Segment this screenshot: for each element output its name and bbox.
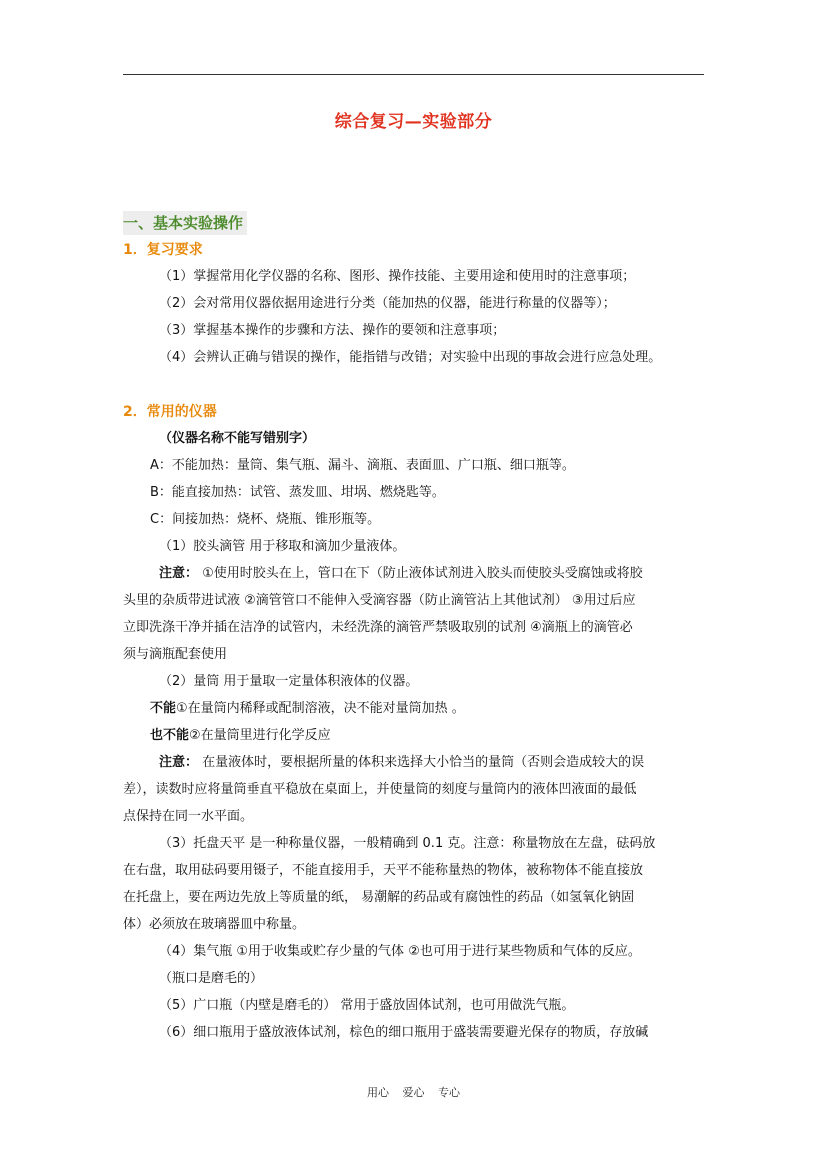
- note-text: ①使用时胶头在上，管口在下（防止液体试剂进入胶头而使胶头受腐蚀或将胶: [198, 566, 643, 581]
- cylinder-prohibition: [150, 726, 331, 746]
- balance-line: （3）托盘天平 是一种称量仪器，一般精确到 0.1 克。注意：称量物放在左盘，砝码放: [159, 836, 656, 851]
- note-text: 在量液体时，要根据所量的体积来选择大小恰当的量筒（否则会造成较大的误: [198, 755, 645, 770]
- cylinder-note-line: 差），读数时应将量筒垂直平稳放在桌面上，并使量筒的刻度与量筒内的液体凹液面的最低: [123, 782, 637, 797]
- note-label: 注意：: [159, 755, 199, 770]
- prohibition-label: 也不能: [150, 728, 190, 743]
- note-label: 注意：: [159, 566, 199, 581]
- requirement-item: （2）会对常用仪器依据用途进行分类（能加热的仪器，能进行称量的仪器等）；: [159, 296, 616, 311]
- prohibition-text: ②在量筒里进行化学反应: [189, 728, 331, 743]
- dropper-note-line: 须与滴瓶配套使用: [123, 647, 228, 662]
- dropper-note-line: 头里的杂质带进试液 ②滴管管口不能伸入受滴容器（防止滴管沾上其他试剂） ③用过后应: [123, 593, 636, 608]
- balance-line: 在托盘上，要在两边先放上等质量的纸， 易潮解的药品或有腐蚀性的药品（如氢氧化钠固: [123, 890, 635, 905]
- balance-line: 体）必须放在玻璃器皿中称量。: [123, 917, 306, 932]
- cylinder-note-line: [159, 753, 644, 773]
- dropper-note-line: 立即洗涤干净并插在洁净的试管内，未经洗涤的滴管严禁吸取别的试剂 ④滴瓶上的滴管必: [123, 620, 633, 635]
- instrument-note: （仪器名称不能写错别字）: [159, 431, 316, 446]
- instrument-item-narrow-mouth-bottle: （6）细口瓶用于盛放液体试剂，棕色的细口瓶用于盛装需要避光保存的物质，存放碱: [159, 1025, 649, 1040]
- instrument-item-wide-mouth-bottle: （5）广口瓶（内壁是磨毛的） 常用于盛放固体试剂，也可用做洗气瓶。: [159, 998, 575, 1013]
- page-footer: 用心 爱心 专心: [367, 1086, 460, 1099]
- subsection-heading-requirements: 1．复习要求: [123, 242, 203, 258]
- category-a: A：不能加热：量筒、集气瓶、漏斗、滴瓶、表面皿、广口瓶、细口瓶等。: [150, 458, 575, 473]
- header-rule: [123, 74, 704, 75]
- dropper-note-line: [159, 564, 643, 584]
- cylinder-note-line: 点保持在同一水平面。: [123, 809, 254, 824]
- subsection-heading-instruments: 2．常用的仪器: [123, 404, 217, 420]
- document-title: 综合复习—实验部分: [334, 112, 493, 132]
- cylinder-prohibition: [150, 699, 465, 719]
- section-heading: 一、基本实验操作: [123, 211, 247, 235]
- requirement-item: （4）会辨认正确与错误的操作，能指错与改错；对实验中出现的事故会进行应急处理。: [159, 350, 662, 365]
- requirement-item: （3）掌握基本操作的步骤和方法、操作的要领和注意事项；: [159, 323, 506, 338]
- requirement-item: （1）掌握常用化学仪器的名称、图形、操作技能、主要用途和使用时的注意事项；: [159, 269, 636, 284]
- prohibition-label: 不能: [150, 701, 177, 716]
- instrument-item-dropper: （1）胶头滴管 用于移取和滴加少量液体。: [159, 539, 406, 554]
- instrument-item-cylinder: （2）量筒 用于量取一定量体积液体的仪器。: [159, 674, 419, 689]
- category-b: B：能直接加热：试管、蒸发皿、坩埚、燃烧匙等。: [150, 485, 445, 500]
- gas-bottle-note: （瓶口是磨毛的）: [159, 971, 264, 986]
- balance-line: 在右盘，取用砝码要用镊子，不能直接用手，天平不能称量热的物体，被称物体不能直接放: [123, 863, 644, 878]
- prohibition-text: ①在量筒内稀释或配制溶液，决不能对量筒加热 。: [176, 701, 465, 716]
- category-c: C：间接加热：烧杯、烧瓶、锥形瓶等。: [150, 512, 381, 527]
- instrument-item-gas-bottle: （4）集气瓶 ①用于收集或贮存少量的气体 ②也可用于进行某些物质和气体的反应。: [159, 944, 641, 959]
